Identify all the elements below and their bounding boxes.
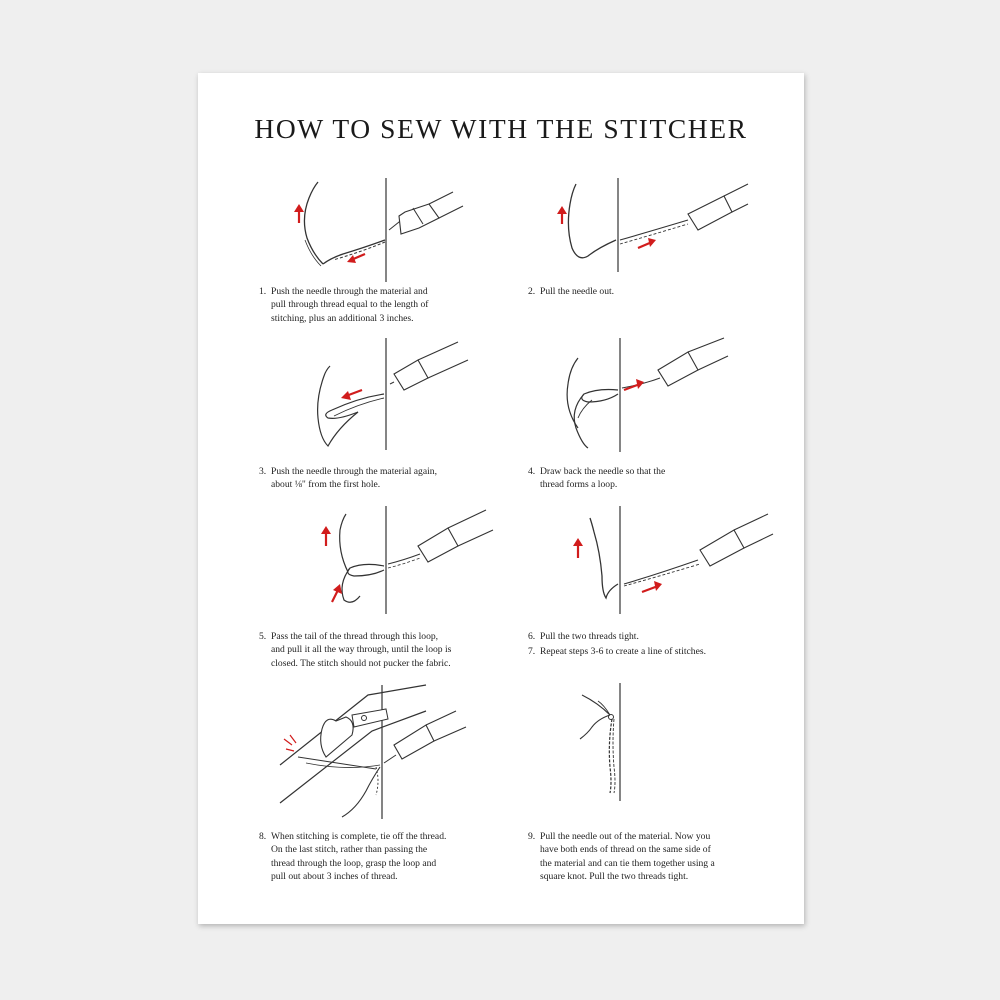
illustration-step-8: [276, 685, 476, 820]
instruction-sheet: HOW TO SEW WITH THE STITCHER 1. Push the needle through the material and pull through thread equal to the length of stitching, plus an additional 3 inches. 2. Pull the needle out. 3. Push the needle through the material again, about ⅛" from the first hole. 4. Draw back the needle so that the thread forms a loop. 5. Pass the tail of the thread through this loop, and pull it all the way through, until the loop is closed. The stitch should not pucker the fabric. 6. Pull the two threads tight. 7. Repeat steps 3-6 to create a line of stitches. 8. When stitching is complete, tie off the thread. On the last stitch, rather than passing the thread through the loop, grasp the loop and pull out about 3 inches of thread. 9. Pull the needle out of the material. Now you have both ends of thread on the same side of the material and can tie them together using a square knot. Pull the two threads tight.: [198, 73, 804, 924]
illustration-step-5: [308, 506, 493, 616]
illustration-step-6: [568, 506, 773, 616]
illustration-step-2: [548, 178, 748, 273]
step-number: 5.: [259, 631, 267, 642]
illustration-step-9: [568, 683, 658, 803]
illustration-step-1: [273, 178, 463, 283]
step-number: 6.: [528, 631, 536, 642]
step-number: 8.: [259, 831, 267, 842]
illustration-step-3: [298, 338, 473, 453]
step-number: 2.: [528, 286, 536, 297]
step-number: 1.: [259, 286, 267, 297]
step-number: 3.: [259, 466, 267, 477]
step-number: 7.: [528, 646, 536, 657]
step-number: 9.: [528, 831, 536, 842]
illustration-step-4: [548, 338, 728, 453]
page-title: HOW TO SEW WITH THE STITCHER: [254, 113, 748, 144]
step-number: 4.: [528, 466, 536, 477]
